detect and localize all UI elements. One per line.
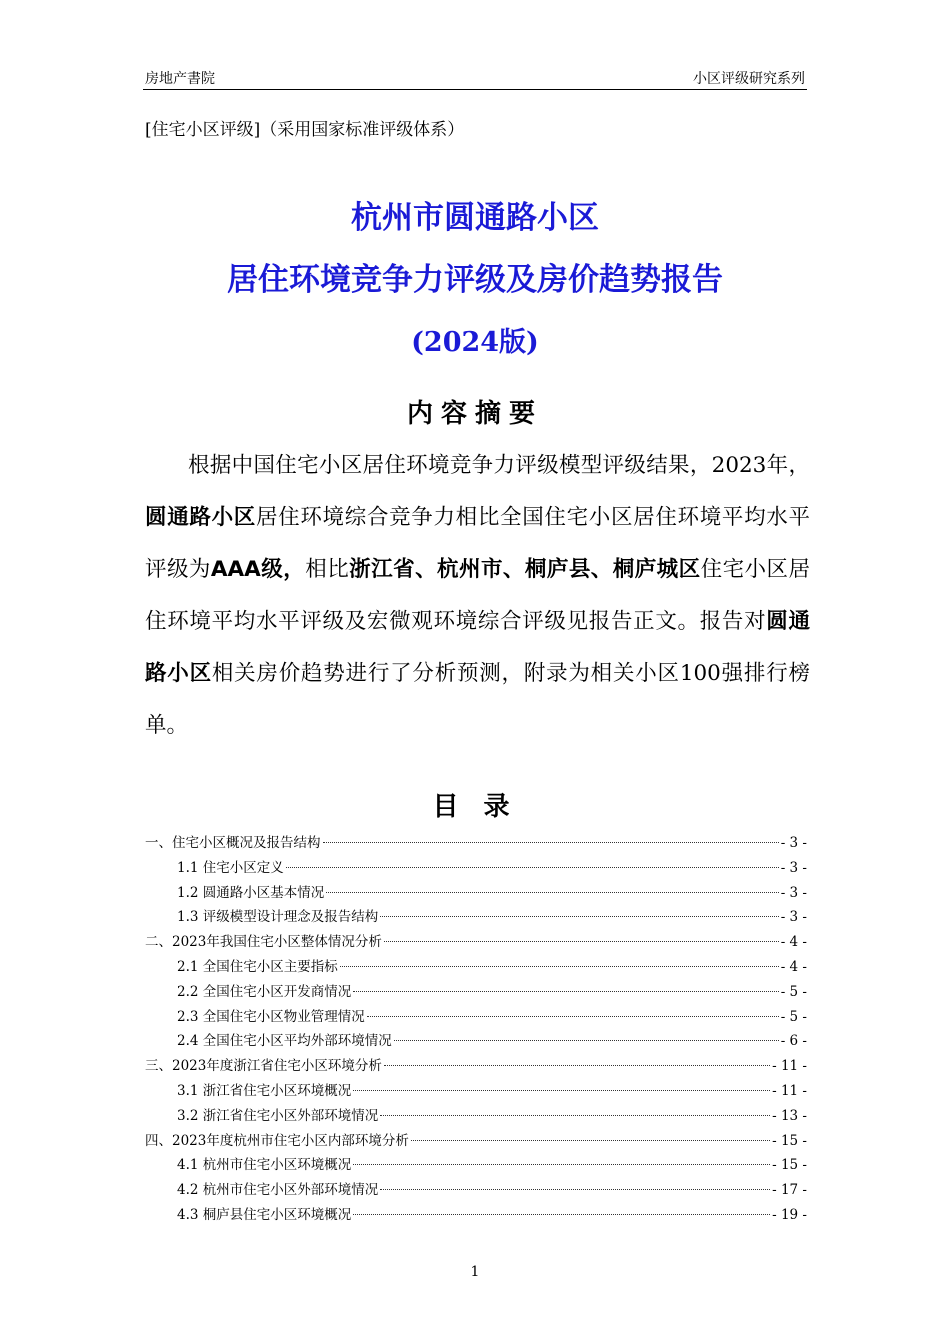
toc-entry[interactable] — [145, 1153, 807, 1178]
toc-entry-title: 3.2 浙江省住宅小区外部环境情况 — [177, 1107, 379, 1124]
toc-dot-leader — [384, 941, 779, 942]
abstract-heading: 内容摘要 — [406, 399, 543, 429]
toc-entry[interactable] — [145, 1178, 807, 1203]
abstract-text-2: 居住环境综合竞争力相比全国住宅小区居住环境平均水平评级为 — [145, 505, 810, 582]
toc-entry-page: - 3 - — [780, 835, 807, 851]
abstract-text-1: 根据中国住宅小区居住环境竞争力评级模型评级结果，2023年， — [188, 453, 810, 478]
toc-entry[interactable] — [145, 1054, 807, 1079]
toc-dot-leader — [411, 1140, 770, 1141]
toc-entry-title: 四、2023年度杭州市住宅小区内部环境分析 — [145, 1132, 409, 1149]
toc-entry-page: - 11 - — [772, 1058, 807, 1075]
toc-entry-page: - 5 - — [780, 1008, 807, 1025]
toc-entry-title: 2.2 全国住宅小区开发商情况 — [177, 983, 352, 1000]
toc-entry[interactable] — [145, 930, 807, 955]
toc-entry-title: 1.3 评级模型设计理念及报告结构 — [177, 909, 379, 926]
toc-dot-leader — [340, 966, 779, 967]
toc-entry[interactable] — [145, 980, 807, 1005]
toc-entry-title: 二、2023年我国住宅小区整体情况分析 — [145, 934, 382, 951]
toc-entry-page: - 3 - — [780, 859, 807, 876]
table-of-contents — [145, 831, 807, 1228]
toc-entry-title: 1.2 圆通路小区基本情况 — [177, 884, 325, 901]
report-title-line-2: 居住环境竞争力评级及房价趋势报告 — [227, 262, 723, 298]
abstract-text-5: 相关房价趋势进行了分析预测，附录为相关小区100强排行榜单。 — [145, 661, 810, 738]
toc-dot-leader — [394, 1040, 779, 1041]
toc-heading: 目 录 — [432, 792, 518, 822]
toc-entry-page: - 4 - — [780, 934, 807, 951]
toc-entry-title: 4.1 杭州市住宅小区环境概况 — [177, 1157, 352, 1174]
toc-entry-page: - 13 - — [772, 1107, 807, 1124]
toc-entry[interactable] — [145, 1104, 807, 1129]
toc-entry-page: - 6 - — [780, 1033, 807, 1050]
toc-entry[interactable] — [145, 1029, 807, 1054]
toc-dot-leader — [286, 867, 779, 868]
toc-entry-title: 2.1 全国住宅小区主要指标 — [177, 958, 338, 975]
toc-dot-leader — [380, 1189, 770, 1190]
page-number: 1 — [470, 1264, 480, 1280]
toc-entry-title: 三、2023年度浙江省住宅小区环境分析 — [145, 1058, 382, 1075]
abstract-text-4: 住宅小区居住环境平均水平评级及宏微观环境综合评级见报告正文。报告对 — [145, 557, 810, 634]
toc-entry-title: 2.4 全国住宅小区平均外部环境情况 — [177, 1033, 392, 1050]
toc-entry[interactable] — [145, 856, 807, 881]
toc-entry[interactable] — [145, 831, 807, 856]
abstract-paragraph — [145, 440, 810, 752]
toc-entry-title: 3.1 浙江省住宅小区环境概况 — [177, 1082, 352, 1099]
abstract-text-3: 相比 — [305, 557, 350, 582]
toc-entry-page: - 4 - — [780, 958, 807, 975]
report-title-line-1: 杭州市圆通路小区 — [351, 200, 599, 236]
header-right-text: 小区评级研究系列 — [693, 71, 805, 87]
toc-entry-title: 4.3 桐庐县住宅小区环境概况 — [177, 1206, 352, 1223]
toc-dot-leader — [380, 1115, 770, 1116]
toc-dot-leader — [353, 1090, 770, 1091]
abstract-bold-4: 圆通路小区 — [145, 609, 810, 686]
report-category: [住宅小区评级]（采用国家标准评级体系） — [145, 120, 465, 140]
toc-entry-page: - 11 - — [772, 1082, 807, 1099]
toc-entry-page: - 3 - — [780, 884, 807, 901]
toc-dot-leader — [384, 1065, 770, 1066]
abstract-bold-1: 圆通路小区 — [145, 505, 256, 530]
toc-entry-title: 1.1 住宅小区定义 — [177, 859, 284, 876]
abstract-bold-3: 浙江省、杭州市、桐庐县、桐庐城区 — [349, 557, 701, 582]
toc-entry[interactable] — [145, 1079, 807, 1104]
toc-dot-leader — [353, 991, 778, 992]
toc-entry-page: - 15 - — [772, 1132, 807, 1149]
report-edition: (2024版) — [411, 327, 539, 358]
toc-dot-leader — [380, 916, 778, 917]
header-divider — [143, 89, 807, 90]
toc-entry[interactable] — [145, 1005, 807, 1030]
abstract-bold-2: AAA级， — [210, 557, 306, 582]
toc-entry-title: 一、住宅小区概况及报告结构 — [145, 835, 321, 851]
toc-entry[interactable] — [145, 1203, 807, 1228]
toc-entry-page: - 3 - — [780, 909, 807, 926]
toc-entry-page: - 15 - — [772, 1157, 807, 1174]
header-left-text: 房地产書院 — [145, 71, 215, 87]
toc-entry-page: - 17 - — [772, 1182, 807, 1199]
toc-entry[interactable] — [145, 1129, 807, 1154]
toc-entry[interactable] — [145, 955, 807, 980]
toc-entry-title: 4.2 杭州市住宅小区外部环境情况 — [177, 1182, 379, 1199]
toc-entry-title: 2.3 全国住宅小区物业管理情况 — [177, 1008, 365, 1025]
toc-entry-page: - 19 - — [772, 1206, 807, 1223]
toc-entry[interactable] — [145, 881, 807, 906]
toc-dot-leader — [323, 842, 779, 843]
toc-dot-leader — [353, 1214, 770, 1215]
toc-entry[interactable] — [145, 905, 807, 930]
toc-entry-page: - 5 - — [780, 983, 807, 1000]
toc-dot-leader — [326, 892, 778, 893]
toc-dot-leader — [367, 1016, 779, 1017]
toc-dot-leader — [353, 1164, 770, 1165]
